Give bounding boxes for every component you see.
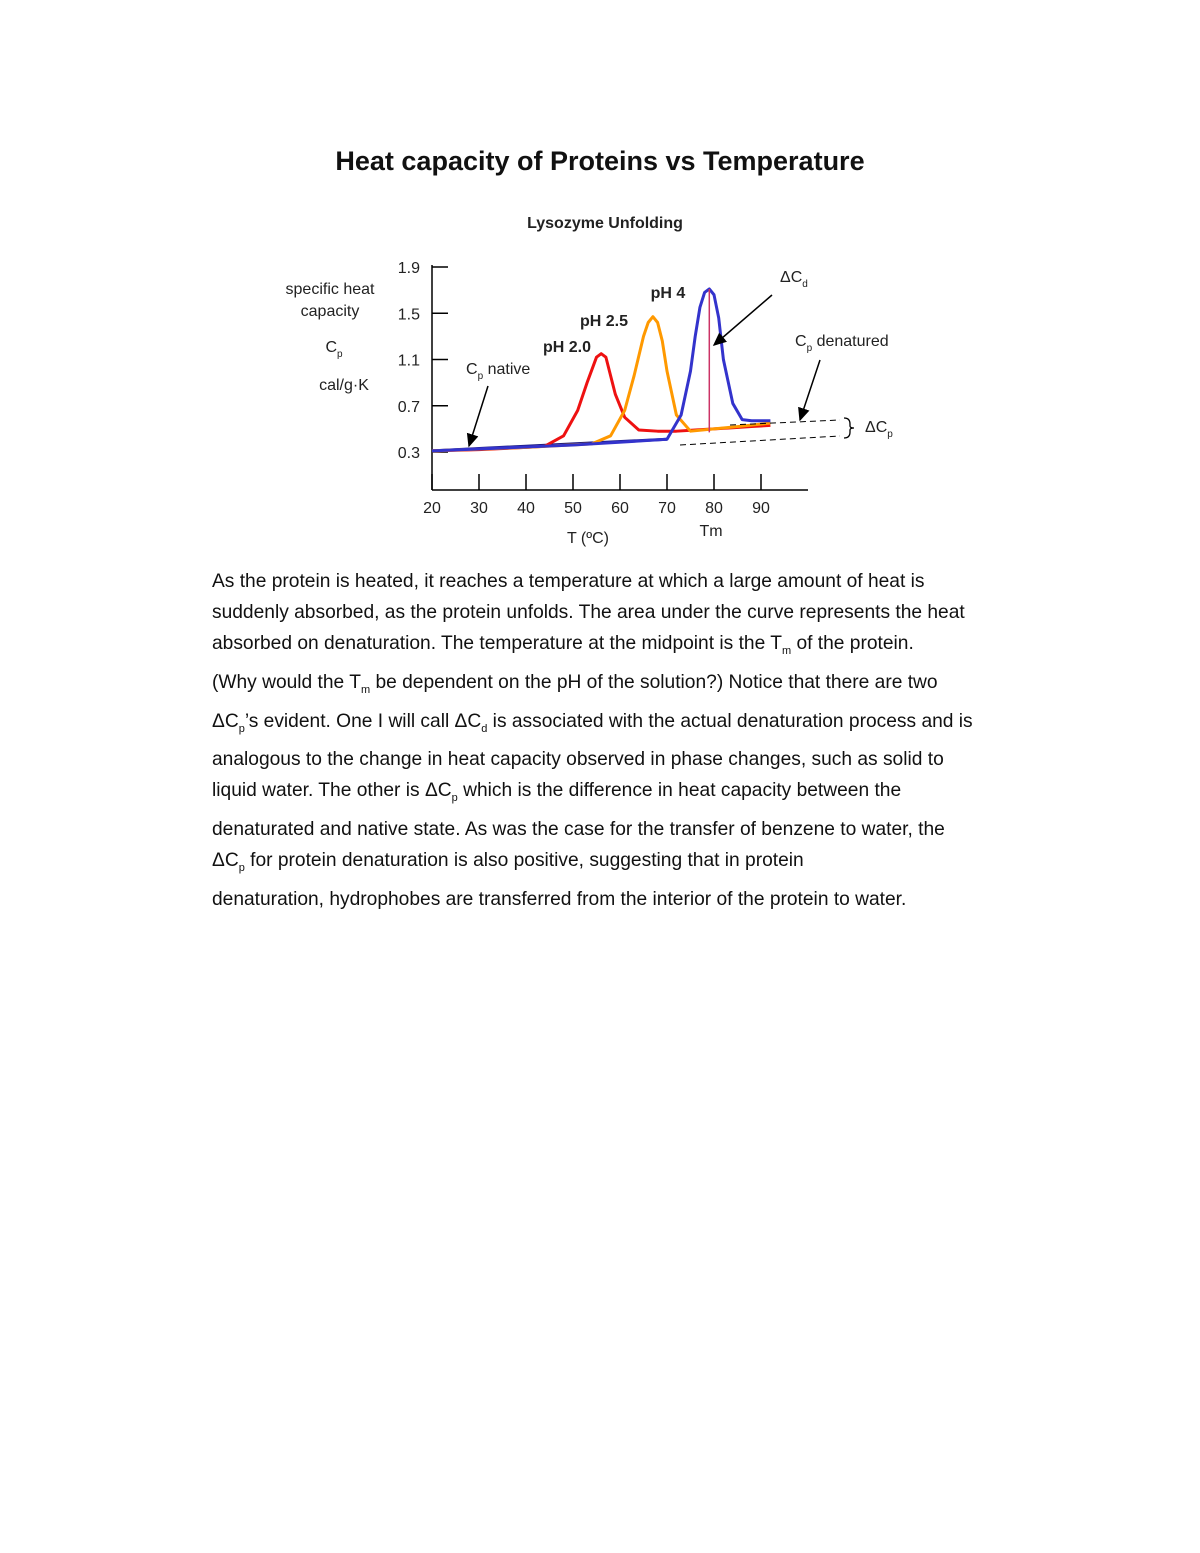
series-label-ph25: pH 2.5 <box>579 313 629 330</box>
body-line-7: liquid water. The other is $\Delta C_p$ which is the difference in heat capacity between the <box>212 780 902 805</box>
series-label-ph2: pH 2.0 <box>542 339 592 356</box>
body-text <box>212 566 1072 915</box>
arrow-cp-native <box>469 386 488 446</box>
x-tick-label-6: 80 <box>705 500 723 517</box>
chart-title: Lysozyme Unfolding <box>527 215 683 232</box>
y-tick-label-0: 1.9 <box>397 260 420 277</box>
y-tick-label-4: 0.3 <box>397 445 420 462</box>
annotation-delta-cd: $\Delta C_d$ <box>780 269 808 290</box>
x-tick-label-1: 30 <box>470 500 488 517</box>
annotation-delta-cp: $\Delta C_p$ <box>865 419 893 440</box>
arrow-delta-cd <box>714 295 772 345</box>
x-tick-label-4: 60 <box>611 500 629 517</box>
arrow-cp-denatured <box>800 360 820 420</box>
x-tick-label-3: 50 <box>564 500 582 517</box>
series-label-ph4: pH 4 <box>650 285 686 302</box>
body-line-9: $\Delta C_p$ for protein denaturation is also positive, suggesting that in protein <box>212 850 804 875</box>
lysozyme-chart <box>260 200 960 560</box>
y-axis-label-line1: specific heat <box>285 281 375 298</box>
x-axis-label: T (ºC) <box>567 530 609 547</box>
body-line-6: analogous to the change in heat capacity observed in phase changes, such as solid to <box>212 749 944 771</box>
x-tick-label-0: 20 <box>423 500 441 517</box>
body-line-1: As the protein is heated, it reaches a temperature at which a large amount of heat is <box>212 571 925 592</box>
chart-axes <box>398 260 808 517</box>
y-axis-label-symbol: $C_p$ <box>325 339 343 360</box>
body-line-2: suddenly absorbed, as the protein unfolds. The area under the curve represents the heat <box>212 602 965 623</box>
annotation-cp-native: $C_p$ native <box>466 361 531 382</box>
dashed-cp-native <box>680 436 840 445</box>
y-tick-label-3: 0.7 <box>397 398 420 416</box>
body-line-4: (Why would the $T_m$ be dependent on the pH of the solution?) Notice that there are two <box>212 671 938 696</box>
y-tick-label-2: 1.1 <box>397 352 420 370</box>
x-tick-label-7: 90 <box>752 500 770 517</box>
x-tick-label-5: 70 <box>658 500 676 517</box>
body-line-3: absorbed on denaturation. The temperature at the midpoint is the $T_m$ of the protein. <box>212 633 914 657</box>
body-line-10: denaturation, hydrophobes are transferred from the interior of the protein to water. <box>212 889 907 911</box>
x-tick-label-2: 40 <box>517 500 535 517</box>
body-line-5: $\Delta C_p’s$ evident. One I will call $\Delta C_d$ is associated with the actual denaturation process and is <box>212 710 973 735</box>
annotation-cp-denatured: $C_p$ denatured <box>795 333 889 354</box>
page-title: Heat capacity of Proteins vs Temperature <box>335 146 865 176</box>
y-axis-label-units: cal/g·K <box>319 377 369 394</box>
brace-delta-cp <box>844 418 854 438</box>
body-line-8: denaturated and native state. As was the case for the transfer of benzene to water, the <box>212 819 945 841</box>
y-axis-label-line2: capacity <box>300 303 360 320</box>
x-tick-tm: Tm <box>699 523 723 540</box>
y-tick-label-1: 1.5 <box>397 306 420 324</box>
